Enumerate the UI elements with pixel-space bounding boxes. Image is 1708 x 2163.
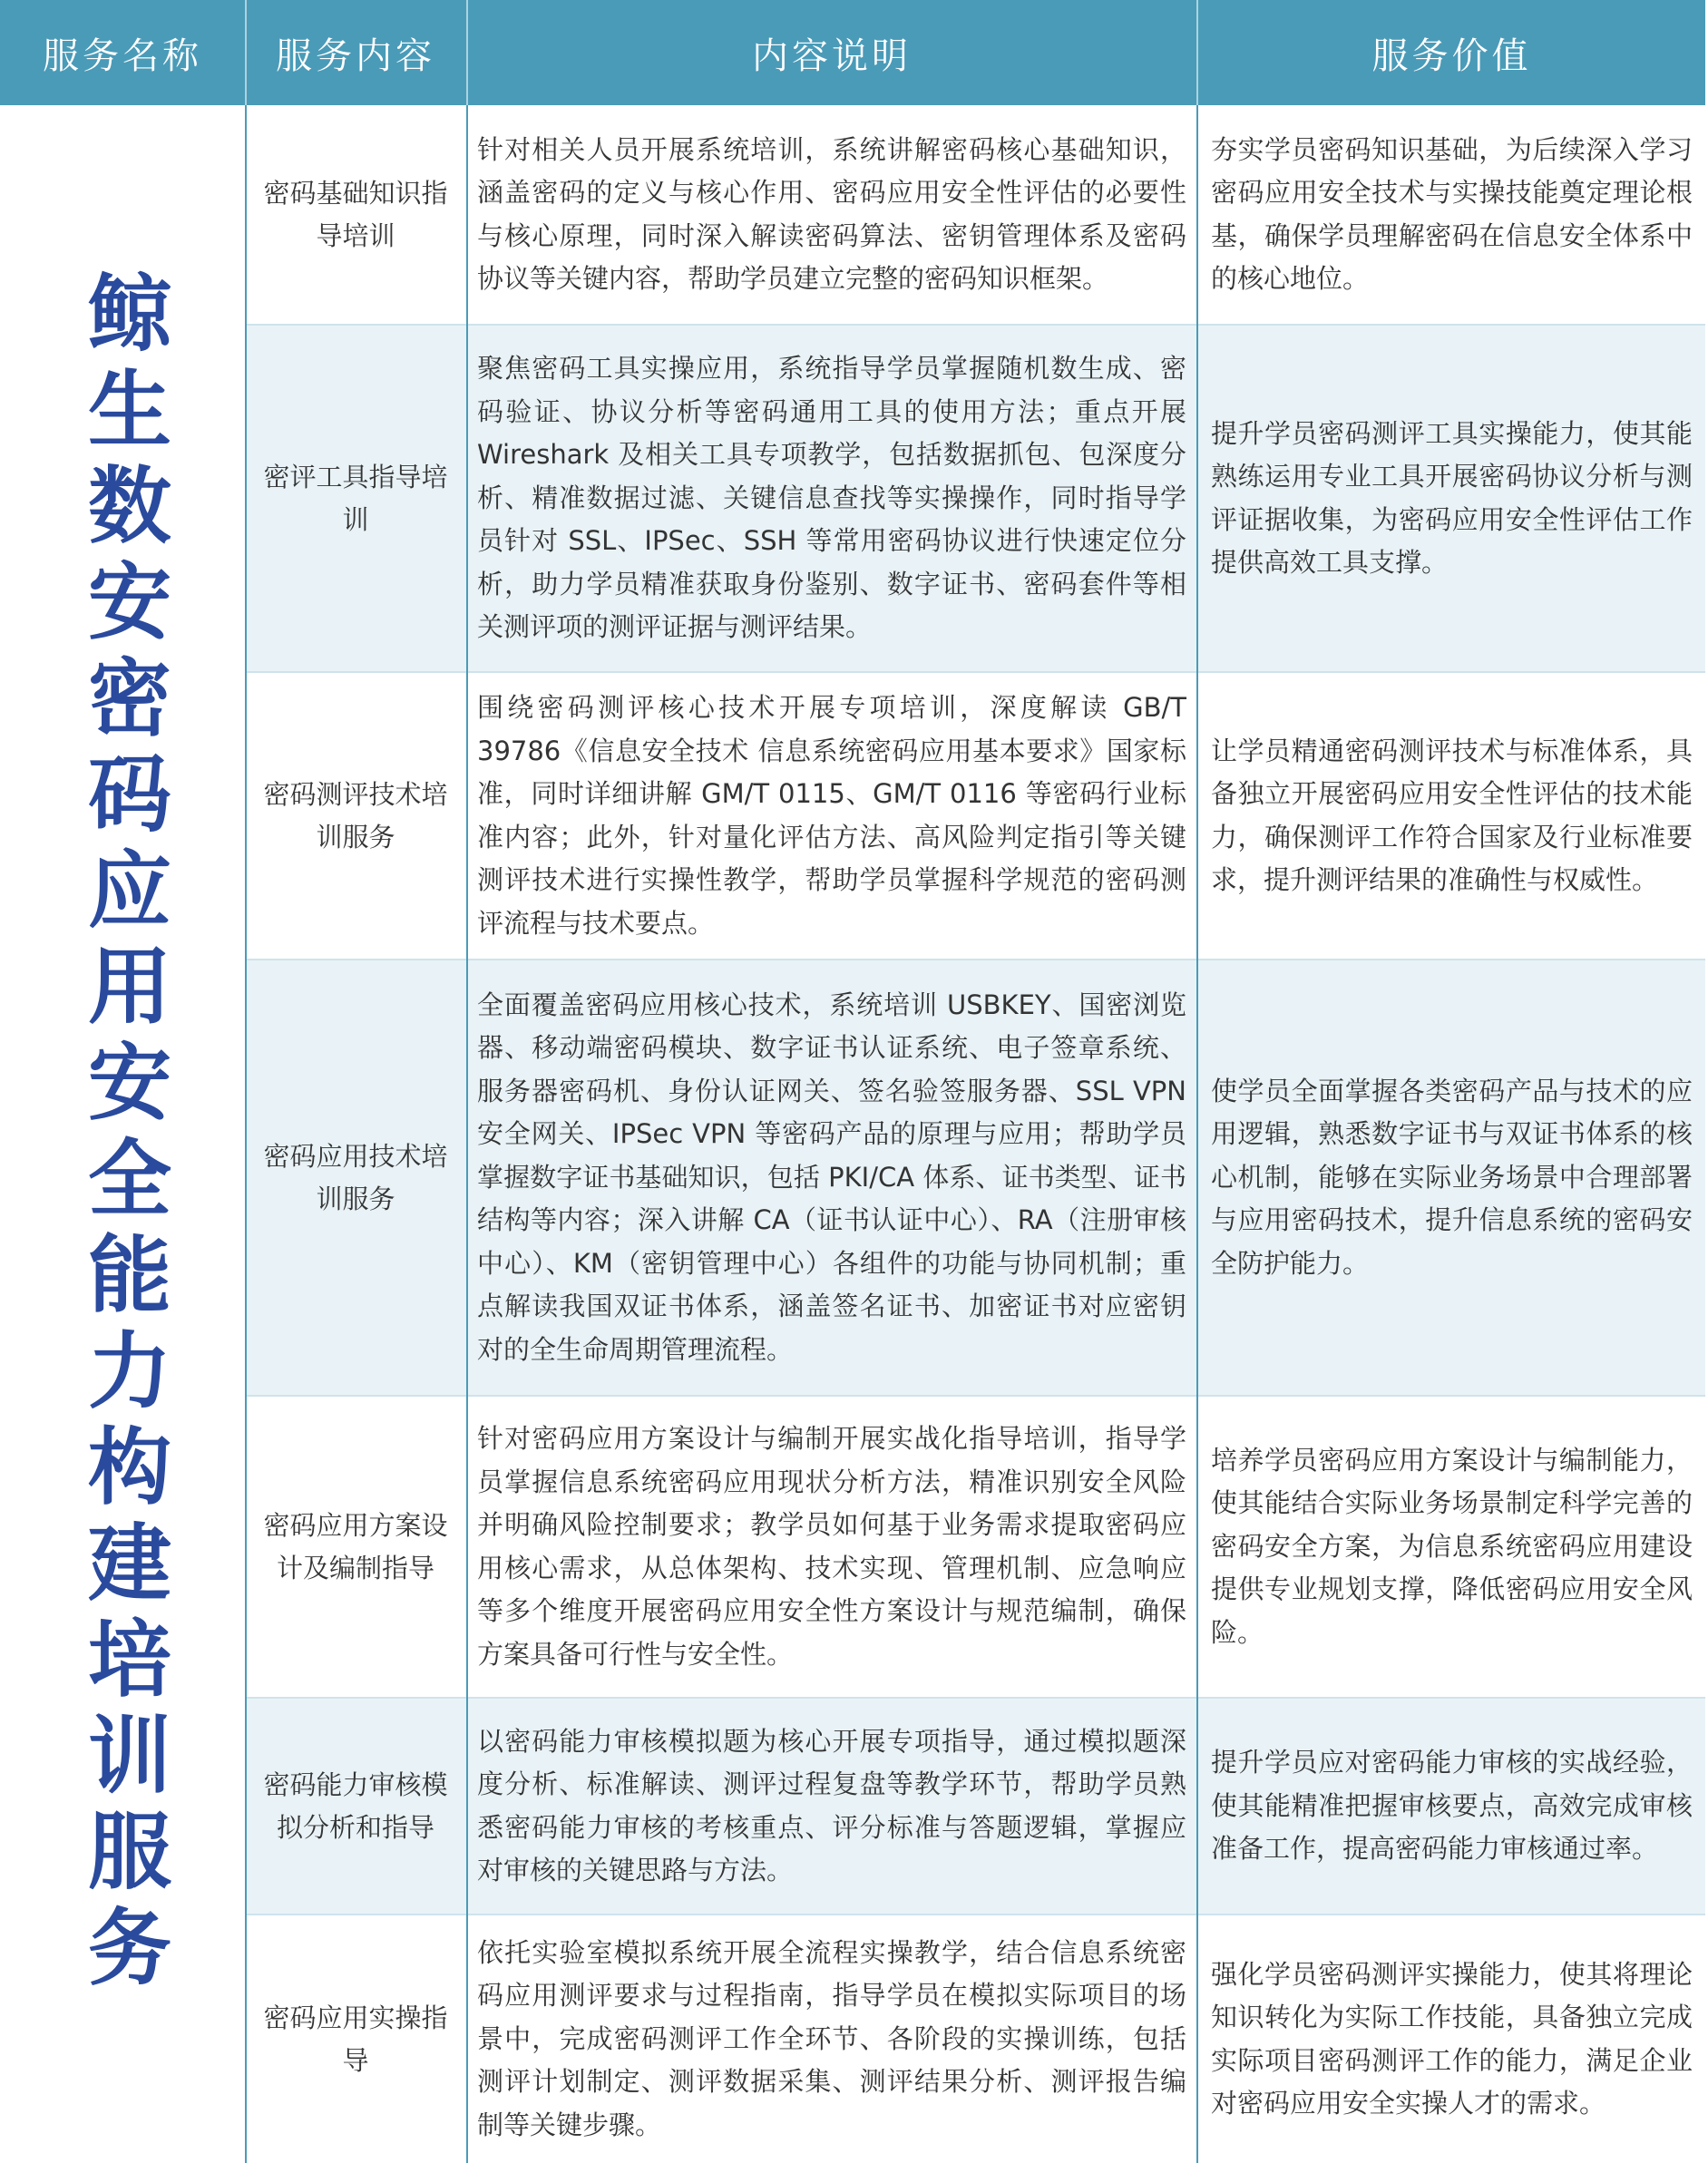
value-cell: 提升学员应对密码能力审核的实战经验，使其能精准把握审核要点，高效完成审核准备工作，提高密码能力审核通过率。 <box>1211 1747 1693 1865</box>
description-cell: 针对密码应用方案设计与编制开展实战化指导培训，指导学员掌握信息系统密码应用现状分析方法，精准识别安全风险并明确风险控制要求；教学员如何基于业务需求提取密码应用核心需求，从总体架构、技术实现、管理机制、应急响应等多个维度开展密码应用安全性方案设计与规范编制，确保方案具备可行性与安全性。 <box>477 1423 1186 1670</box>
description-cell: 全面覆盖密码应用核心技术，系统培训 USBKEY、国密浏览器、移动端密码模块、数字证书认证系统、电子签章系统、服务器密码机、身份认证网关、签名验签服务器、SSL VPN 安全网关、IPSec VPN 等密码产品的原理与应用；帮助学员掌握数字证书基础知识，包括 PKI/CA 体系、证书类型、证书结构等内容；深入讲解 CA（证书认证中心）、RA（注册审核中心）、KM（密钥管理中心）各组件的功能与协同机制；重点解读我国双证书体系，涵盖签名证书、加密证书对应密钥对的全生命周期管理流程。 <box>477 989 1186 1365</box>
table-row <box>247 960 1705 1395</box>
service-content-cell: 密码基础知识指导培训 <box>263 177 448 251</box>
service-content-cell: 密码应用技术培训服务 <box>263 1140 448 1214</box>
value-cell: 强化学员密码测评实操能力，使其将理论知识转化为实际工作技能，具备独立完成实际项目密码测评工作的能力，满足企业对密码应用安全实操人才的需求。 <box>1211 1958 1693 2119</box>
description-cell: 针对相关人员开展系统培训，系统讲解密码核心基础知识，涵盖密码的定义与核心作用、密码应用安全性评估的必要性与核心原理，同时深入解读密码算法、密钥管理体系及密码协议等关键内容，帮助学员建立完整的密码知识框架。 <box>477 133 1186 294</box>
service-content-cell: 密码测评技术培训服务 <box>263 778 448 853</box>
value-cell: 培养学员密码应用方案设计与编制能力，使其能结合实际业务场景制定科学完善的密码安全方案，为信息系统密码应用建设提供专业规划支撑，降低密码应用安全风险。 <box>1211 1444 1693 1648</box>
service-content-cell: 密评工具指导培训 <box>263 461 448 535</box>
table-row <box>247 1397 1705 1697</box>
table-row <box>247 1699 1705 1914</box>
service-content-cell: 密码应用方案设计及编制指导 <box>263 1509 448 1583</box>
service-name-cell <box>0 105 245 2163</box>
value-cell: 夯实学员密码知识基础，为后续深入学习密码应用安全技术与实操技能奠定理论根基，确保学员理解密码在信息安全体系中的核心地位。 <box>1211 133 1693 294</box>
header-description: 内容说明 <box>752 34 912 77</box>
header-service-value: 服务价值 <box>1371 34 1532 77</box>
table-row <box>247 326 1705 671</box>
description-cell: 以密码能力审核模拟题为核心开展专项指导，通过模拟题深度分析、标准解读、测评过程复盘等教学环节，帮助学员熟悉密码能力审核的考核重点、评分标准与答题逻辑，掌握应对审核的关键思路与方法。 <box>477 1725 1186 1885</box>
service-name-title: 鲸生数安密码应用安全能力构建培训服务 <box>74 268 171 2000</box>
table-row <box>247 1915 1705 2163</box>
description-cell: 依托实验室模拟系统开展全流程实操教学，结合信息系统密码应用测评要求与过程指南，指导学员在模拟实际项目的场景中，完成密码测评工作全环节、各阶段的实操训练，包括测评计划制定、测评数据采集、测评结果分析、测评报告编制等关键步骤。 <box>477 1936 1186 2140</box>
description-cell: 聚焦密码工具实操应用，系统指导学员掌握随机数生成、密码验证、协议分析等密码通用工具的使用方法；重点开展 Wireshark 及相关工具专项教学，包括数据抓包、包深度分析、精准数据过滤、关键信息查找等实操操作，同时指导学员针对 SSL、IPSec、SSH 等常用密码协议进行快速定位分析，助力学员精准获取身份鉴别、数字证书、密码套件等相关测评项的测评证据与测评结果。 <box>477 353 1186 643</box>
service-content-cell: 密码应用实操指导 <box>263 2002 448 2076</box>
table-row <box>247 105 1705 324</box>
header-service-content: 服务内容 <box>276 34 435 77</box>
value-cell: 提升学员密码测评工具实操能力，使其能熟练运用专业工具开展密码协议分析与测评证据收集，为密码应用安全性评估工作提供高效工具支撑。 <box>1211 417 1693 578</box>
value-cell: 让学员精通密码测评技术与标准体系，具备独立开展密码应用安全性评估的技术能力，确保测评工作符合国家及行业标准要求，提升测评结果的准确性与权威性。 <box>1211 735 1693 895</box>
service-content-cell: 密码能力审核模拟分析和指导 <box>263 1768 448 1843</box>
table-row <box>247 673 1705 959</box>
header-service-name: 服务名称 <box>43 34 202 77</box>
description-cell: 围绕密码测评核心技术开展专项培训，深度解读 GB/T 39786《信息安全技术 信息系统密码应用基本要求》国家标准，同时详细讲解 GM/T 0115、GM/T 0116 等密码行业标准内容；此外，针对量化评估方法、高风险判定指引等关键测评技术进行实操性教学，帮助学员掌握科学规范的密码测评流程与技术要点。 <box>477 692 1186 939</box>
table-header <box>0 0 1705 105</box>
value-cell: 使学员全面掌握各类密码产品与技术的应用逻辑，熟悉数字证书与双证书体系的核心机制，能够在实际业务场景中合理部署与应用密码技术，提升信息系统的密码安全防护能力。 <box>1211 1075 1693 1279</box>
